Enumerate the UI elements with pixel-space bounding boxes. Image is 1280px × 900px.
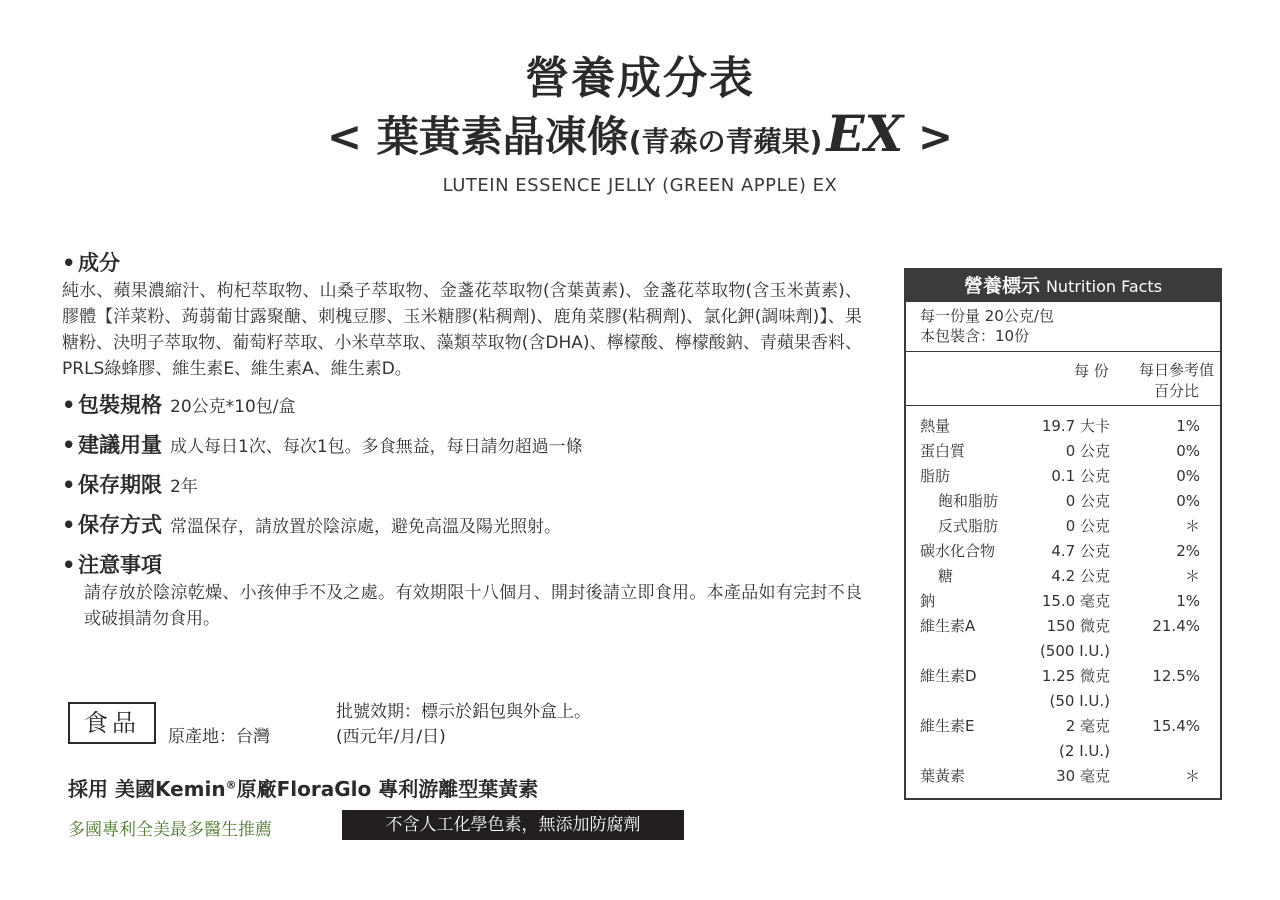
nutrient-amount-iu: (500 I.U.) bbox=[1039, 642, 1110, 660]
nutrient-amount-value: 19.7 大卡 bbox=[1041, 417, 1110, 435]
nutrient-name: 維生素A bbox=[920, 617, 976, 635]
nutrition-column-header bbox=[906, 352, 1220, 406]
bullet-icon: • bbox=[62, 553, 76, 577]
product-ex-mark: EX bbox=[826, 104, 904, 163]
nutrient-amount bbox=[1051, 564, 1110, 589]
nutrient-daily-percent: 12.5% bbox=[1152, 667, 1200, 685]
nutrient-daily-percent: 1% bbox=[1176, 592, 1200, 610]
ingredients-text: 純水、蘋果濃縮汁、枸杞萃取物、山桑子萃取物、金盞花萃取物(含葉黃素)、金盞花萃取物(含玉米黃素)、膠體【洋菜粉、蒟蒻葡甘露聚醣、刺槐豆膠、玉米糖膠(粘稠劑)、鹿角菜膠(粘稠劑)、氯化鉀(調味劑)】、果糖粉、決明子萃取物、葡萄籽萃取、小米草萃取、藻類萃取物(含DHA)、檸檬酸、檸檬酸鈉、青蘋果香料、PRLS綠蜂膠、維生素E、維生素A、維生素D。 bbox=[62, 281, 862, 379]
table-row bbox=[906, 664, 1220, 714]
table-row bbox=[906, 614, 1220, 664]
nutrient-name: 維生素D bbox=[920, 667, 977, 685]
servings-per-pack: 本包裝含：10份 bbox=[920, 327, 1030, 345]
doctor-recommend-text: 多國專利全美最多醫生推薦 bbox=[68, 820, 272, 840]
nutrient-amount-iu: (50 I.U.) bbox=[1049, 692, 1110, 710]
nutrient-amount-value: 0 公克 bbox=[1065, 442, 1110, 460]
nutrient-amount bbox=[1066, 439, 1110, 464]
nutrient-amount bbox=[1051, 464, 1110, 489]
nutrient-daily-percent: 15.4% bbox=[1152, 717, 1200, 735]
nutrient-amount-value: 150 微克 bbox=[1046, 617, 1110, 635]
table-row bbox=[906, 764, 1220, 789]
nutrient-name: 葉黃素 bbox=[920, 767, 966, 785]
nutrient-amount-value: 30 毫克 bbox=[1056, 767, 1110, 785]
ingredients-heading: • 成分 bbox=[62, 248, 862, 278]
table-row bbox=[906, 714, 1220, 764]
nutrient-daily-percent: ＊ bbox=[1184, 517, 1200, 535]
bullet-icon: • bbox=[62, 393, 76, 417]
nutrient-amount bbox=[1042, 589, 1110, 614]
nutrition-rows bbox=[906, 406, 1220, 789]
origin-label: 原產地：台灣 bbox=[168, 727, 270, 747]
product-name: < 葉黃素晶凍條 bbox=[326, 112, 629, 161]
nutrient-amount-value: 0.1 公克 bbox=[1051, 467, 1110, 485]
food-mark: 食品 bbox=[68, 702, 156, 744]
product-flavor: (青森の青蘋果) bbox=[628, 125, 823, 158]
nutrient-amount bbox=[1066, 489, 1110, 514]
spec-shelf-life: • 保存期限 2年 bbox=[62, 470, 862, 502]
nutrient-daily-percent: 0% bbox=[1176, 492, 1200, 510]
nutrient-daily-percent: 2% bbox=[1176, 542, 1200, 560]
bullet-icon: • bbox=[62, 473, 76, 497]
nutrient-amount bbox=[1059, 714, 1110, 764]
daily-value-header: 每日參考值 百分比 bbox=[1138, 361, 1214, 400]
table-row bbox=[906, 539, 1220, 564]
bullet-icon: • bbox=[62, 513, 76, 537]
nutrient-name: 鈉 bbox=[920, 592, 936, 610]
nutrient-amount-value: 0 公克 bbox=[1065, 492, 1110, 510]
table-row bbox=[906, 414, 1220, 439]
nutrient-amount-iu: (2 I.U.) bbox=[1059, 742, 1110, 760]
nutrient-amount bbox=[1040, 614, 1110, 664]
bullet-icon: • bbox=[62, 433, 76, 457]
nutrient-daily-percent: 1% bbox=[1176, 417, 1200, 435]
product-title bbox=[0, 104, 1280, 164]
spec-storage: • 保存方式 常溫保存，請放置於陰涼處，避免高溫及陽光照射。 bbox=[62, 510, 862, 542]
nutrient-amount-value: 4.7 公克 bbox=[1051, 542, 1110, 560]
notes-heading: • 注意事項 bbox=[62, 550, 862, 580]
nutrient-amount-value: 2 毫克 bbox=[1065, 717, 1110, 735]
nutrient-amount bbox=[1056, 764, 1110, 789]
spec-dosage: • 建議用量 成人每日1次、每次1包。多食無益，每日請勿超過一條 bbox=[62, 430, 862, 462]
nutrient-amount bbox=[1042, 664, 1110, 714]
nutrition-facts-table bbox=[904, 268, 1222, 800]
batch-info: 批號效期：標示於鋁包與外盒上。 bbox=[336, 702, 591, 722]
nutrient-name: 蛋白質 bbox=[920, 442, 966, 460]
nutrient-amount-value: 0 公克 bbox=[1065, 517, 1110, 535]
nutrient-name: 熱量 bbox=[920, 417, 951, 435]
nutrient-amount-value: 15.0 毫克 bbox=[1041, 592, 1110, 610]
nutrient-name: 維生素E bbox=[920, 717, 975, 735]
english-product-name: LUTEIN ESSENCE JELLY (GREEN APPLE) EX bbox=[442, 175, 838, 196]
serving-info bbox=[906, 302, 1220, 352]
nutrient-amount bbox=[1066, 514, 1110, 539]
product-info bbox=[62, 248, 862, 632]
table-row bbox=[906, 564, 1220, 589]
bullet-icon: • bbox=[62, 251, 76, 275]
nutrient-daily-percent: ＊ bbox=[1184, 767, 1200, 785]
page-title: 營養成分表 bbox=[525, 53, 755, 104]
nutrient-amount-value: 1.25 微克 bbox=[1041, 667, 1110, 685]
registered-icon: ® bbox=[225, 778, 237, 792]
nutrient-name: 脂肪 bbox=[920, 467, 951, 485]
nutrient-amount-value: 4.2 公克 bbox=[1051, 567, 1110, 585]
serving-size: 每一份量 20公克/包 bbox=[920, 307, 1054, 325]
nutrient-amount bbox=[1051, 539, 1110, 564]
batch-date-format: (西元年/月/日) bbox=[336, 727, 446, 747]
nutrient-daily-percent: 0% bbox=[1176, 467, 1200, 485]
nutrition-facts-title: 營養標示 Nutrition Facts bbox=[906, 270, 1220, 302]
nutrient-name: 飽和脂肪 bbox=[938, 492, 999, 510]
table-row bbox=[906, 439, 1220, 464]
nutrient-name: 糖 bbox=[938, 567, 954, 585]
table-row bbox=[906, 489, 1220, 514]
product-close-bracket: > bbox=[903, 112, 954, 161]
spec-package: • 包裝規格 20公克*10包/盒 bbox=[62, 390, 862, 422]
per-serving-header: 每 份 bbox=[1074, 362, 1109, 380]
table-row bbox=[906, 589, 1220, 614]
nutrient-daily-percent: 0% bbox=[1176, 442, 1200, 460]
nutrient-name: 反式脂肪 bbox=[938, 517, 999, 535]
table-row bbox=[906, 464, 1220, 489]
nutrient-daily-percent: 21.4% bbox=[1152, 617, 1200, 635]
table-row bbox=[906, 514, 1220, 539]
nutrient-daily-percent: ＊ bbox=[1184, 567, 1200, 585]
nutrient-amount bbox=[1042, 414, 1110, 439]
nutrient-name: 碳水化合物 bbox=[920, 542, 996, 560]
notes-text: 請存放於陰涼乾燥、小孩伸手不及之處。有效期限十八個月、開封後請立即食用。本產品如有完封不良或破損請勿食用。 bbox=[84, 583, 862, 629]
floraglo-claim: 採用 美國Kemin®原廠FloraGlo 專利游離型葉黃素 bbox=[68, 777, 539, 801]
no-additives-banner: 不含人工化學色素，無添加防腐劑 bbox=[342, 810, 684, 840]
